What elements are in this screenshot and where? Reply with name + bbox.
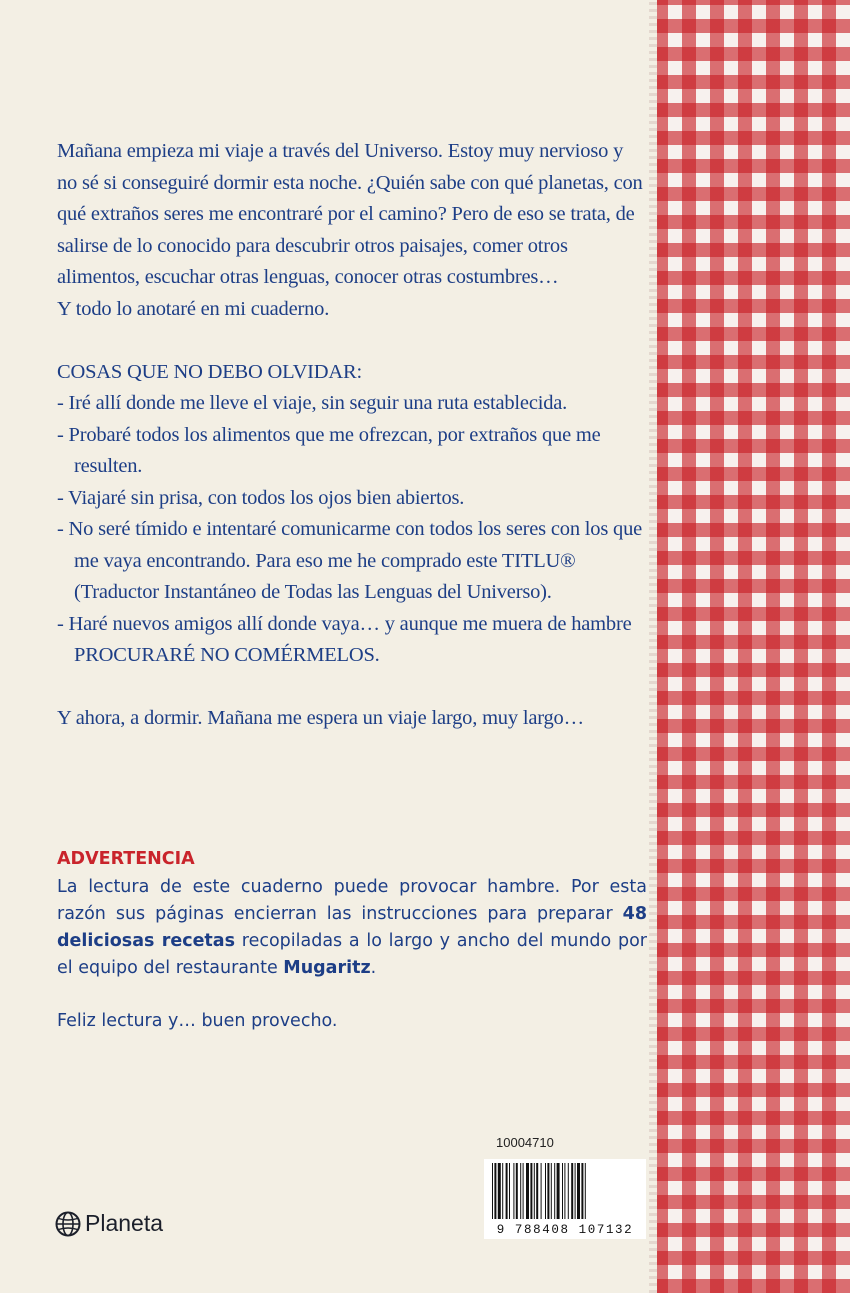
publisher-name: Planeta [85, 1210, 164, 1236]
internal-code: 10004710 [496, 1135, 554, 1150]
list-item: - Probaré todos los alimentos que me ofrezcan, por extraños que me resulten. [57, 423, 601, 477]
intro-paragraph: Mañana empieza mi viaje a través del Universo. Estoy muy nervioso y no sé si conseguiré dormir esta noche. ¿Quién sabe con qué planetas, con qué extraños seres me encontraré por el camino? Pero de eso se trata, de salirse de lo conocido para descubrir otros paisajes, comer otros alimentos, escuchar otras lenguas, conocer otras costumbres… [57, 140, 643, 288]
list-item: - Iré allí donde me lleve el viaje, sin seguir una ruta establecida. [57, 392, 568, 414]
warning-section [57, 846, 647, 1035]
outro-paragraph: Y ahora, a dormir. Mañana me espera un viaje largo, muy largo… [57, 707, 584, 729]
publisher-logo [55, 1210, 163, 1237]
list-item: - No seré tímido e intentaré comunicarme con todos los seres con los que me vaya encontrando. Para eso me he comprado este TITLU® (Traductor Instantáneo de Todas las Lenguas del Universo). [57, 518, 643, 603]
list-item: - Viajaré sin prisa, con todos los ojos bien abiertos. [57, 486, 465, 509]
gingham-tablecloth [652, 0, 850, 1293]
barcode-bars [490, 1163, 640, 1219]
restaurant-name: Mugaritz [283, 958, 371, 978]
warning-title: ADVERTENCIA [57, 849, 195, 869]
list-item: - Haré nuevos amigos allí donde vaya… y aunque me muera de hambre PROCURARÉ NO COMÉRMELOS. [57, 612, 632, 666]
warning-body [57, 874, 647, 982]
recipes-count: 48 deliciosas recetas [57, 904, 647, 951]
story-text [57, 136, 647, 735]
warning-text: recopiladas a lo largo y ancho del mundo por el equipo del restaurante [57, 931, 647, 978]
warning-text: . [370, 958, 377, 978]
barcode [484, 1135, 646, 1240]
closing-line: Feliz lectura y… buen provecho. [57, 1011, 338, 1031]
isbn-number: 9 788408 107132 [490, 1223, 640, 1237]
warning-text: La lectura de este cuaderno puede provocar hambre. Por esta razón sus páginas encierran las instrucciones para preparar [57, 877, 647, 924]
list-title: COSAS QUE NO DEBO OLVIDAR: [57, 360, 362, 383]
intro-end: Y todo lo anotaré en mi cuaderno. [57, 297, 330, 320]
planeta-globe-icon [55, 1211, 81, 1237]
